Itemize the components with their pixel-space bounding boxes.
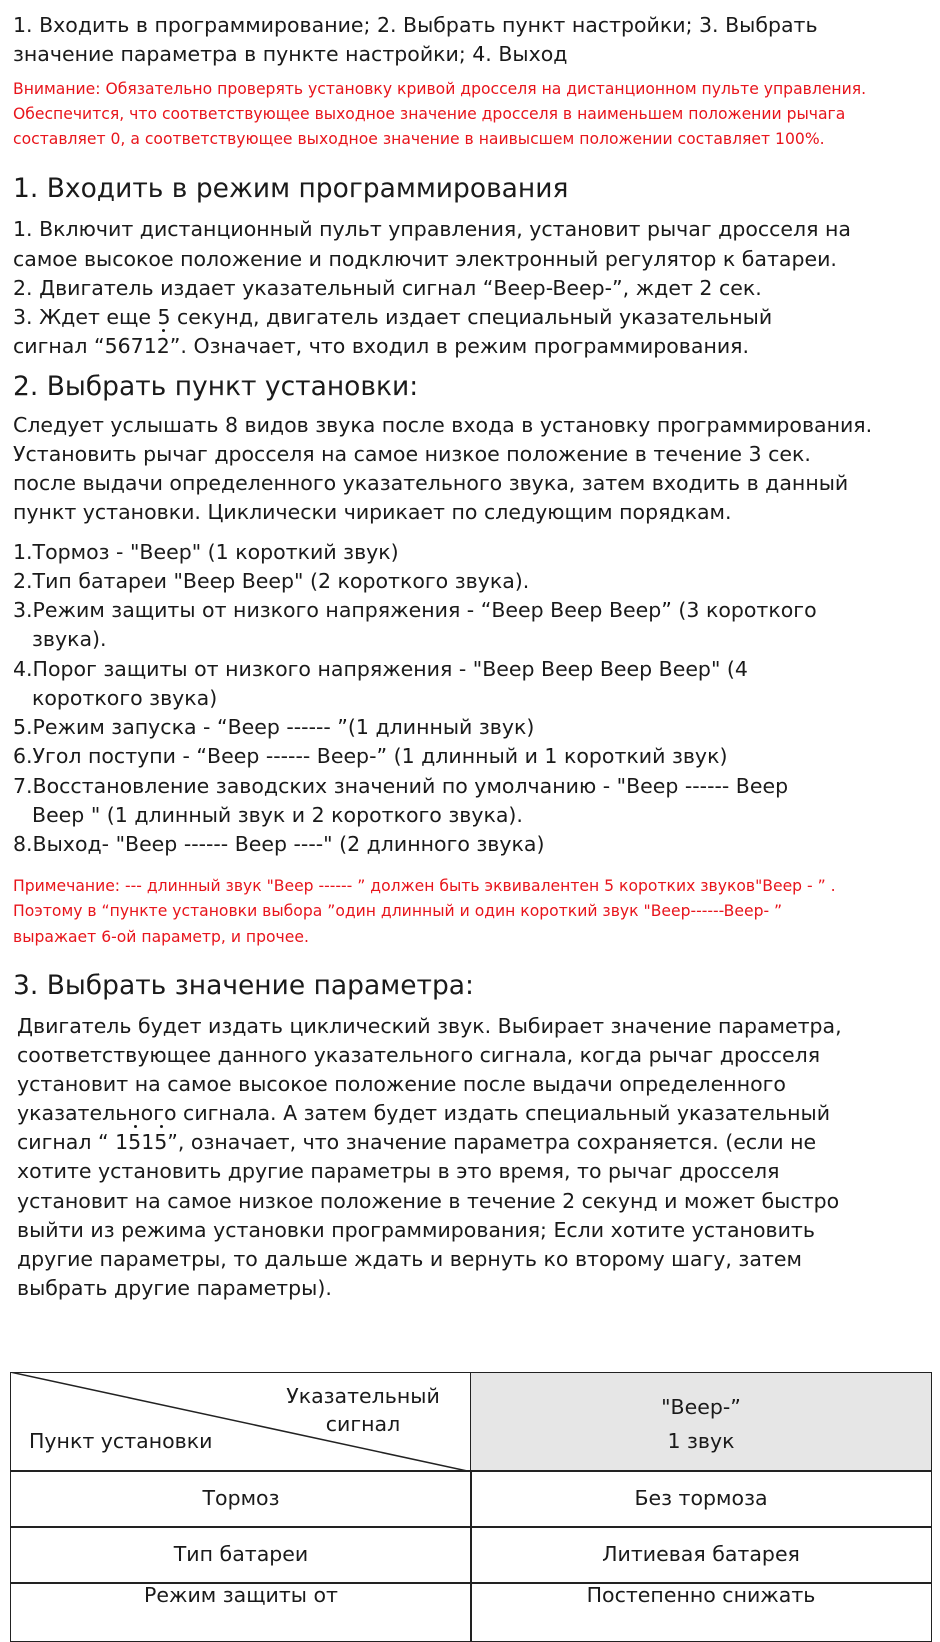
list-item: 8.Выход- "Beep ------ Beep ----" (2 длинного звука) <box>13 832 545 856</box>
corner-item-label: Пункт установки <box>29 1429 213 1453</box>
section-3-title: 3. Выбрать значение параметра: <box>13 970 474 1001</box>
section-1-line-1: 1. Включит дистанционный пульт управления, установит рычаг дросселя на <box>13 217 851 241</box>
section-3-line-8: выйти из режима установки программирования; Если хотите установить <box>17 1218 815 1242</box>
warning-line-3: составляет 0, а соответствующее выходное значение в наивысшем положении составляет 100%. <box>13 130 825 148</box>
warning-line-1: Внимание: Обязательно проверять установку кривой дросселя на дистанционном пульте управления. <box>13 80 867 98</box>
table-corner-cell <box>10 1372 472 1472</box>
section-3-line-3: установит на самое высокое положение после выдачи определенного <box>17 1072 786 1096</box>
column-header-signal: "Beep-” <box>661 1395 741 1419</box>
note-line-1: Примечание: --- длинный звук "Beep ------ ” должен быть эквивалентен 5 коротких звуков"Beep - ” . <box>13 877 836 895</box>
section-3-line-2: соответствующее данного указательного сигнала, когда рычаг дросселя <box>17 1043 821 1067</box>
list-item-continuation: звука). <box>32 627 107 651</box>
note-line-3: выражает 6-ой параметр, и прочее. <box>13 928 309 946</box>
table-row-value-cell: Без тормоза <box>470 1470 932 1528</box>
signal-dotted-digit: 5 <box>128 1127 141 1157</box>
list-item: 5.Режим запуска - “Beep ------ ”(1 длинный звук) <box>13 715 535 739</box>
section-2-line-1: Следует услышать 8 видов звука после входа в установку программирования. <box>13 413 873 437</box>
section-2-line-4: пункт установки. Циклически чирикает по следующим порядкам. <box>13 500 732 524</box>
list-item-continuation: Beep " (1 длинный звук и 2 короткого звука). <box>32 803 523 827</box>
section-3-line-1: Двигатель будет издать циклический звук. Выбирает значение параметра, <box>17 1014 842 1038</box>
table-row-item-cell: Режим защиты от <box>10 1582 472 1642</box>
table-row-value-cell: Литиевая батарея <box>470 1526 932 1584</box>
section-1-line-2: самое высокое положение и подключит электронный регулятор к батареи. <box>13 247 837 271</box>
section-1-signal-line: сигнал “56712”. Означает, что входил в режим программирования. <box>13 331 749 361</box>
note-line-2: Поэтому в “пункте установки выбора ”один длинный и один короткий звук "Beep------Beep- ” <box>13 902 783 920</box>
section-1-line-3: 2. Двигатель издает указательный сигнал “Beep-Beep-”, ждет 2 сек. <box>13 276 762 300</box>
section-2-title: 2. Выбрать пункт установки: <box>13 371 419 402</box>
section-3-line-4: указательного сигнала. А затем будет издать специальный указательный <box>17 1101 831 1125</box>
section-2-line-2: Установить рычаг дросселя на самое низкое положение в течение 3 сек. <box>13 442 811 466</box>
table-row-item-cell: Тип батареи <box>10 1526 472 1584</box>
section-3-line-7: установит на самое низкое положение в течение 2 секунд и может быстро <box>17 1189 840 1213</box>
section-3-line-10: выбрать другие параметры). <box>17 1276 332 1300</box>
steps-overview-line-1: 1. Входить в программирование; 2. Выбрать пункт настройки; 3. Выбрать <box>13 13 818 37</box>
section-1-title: 1. Входить в режим программирования <box>13 173 569 204</box>
list-item: 3.Режим защиты от низкого напряжения - “Beep Beep Beep” (3 короткого <box>13 598 817 622</box>
signal-dotted-digit: 5 <box>154 1127 167 1157</box>
section-2-line-3: после выдачи определенного указательного звука, затем входить в данный <box>13 471 849 495</box>
list-item: 6.Угол поступи - “Beep ------ Beep-” (1 длинный и 1 короткий звук) <box>13 744 728 768</box>
section-3-line-9: другие параметры, то дальше ждать и вернуть ко второму шагу, затем <box>17 1247 802 1271</box>
list-item: 4.Порог защиты от низкого напряжения - "Beep Beep Beep Beep" (4 <box>13 657 748 681</box>
table-row-item-cell: Тормоз <box>10 1470 472 1528</box>
column-header-count: 1 звук <box>667 1429 735 1453</box>
steps-overview-line-2: значение параметра в пункте настройки; 4. Выход <box>13 42 568 66</box>
corner-signal-label: Указательный сигнал <box>286 1384 440 1436</box>
list-item: 1.Тормоз - "Beep" (1 короткий звук) <box>13 540 399 564</box>
list-item: 2.Тип батареи "Beep Beep" (2 короткого звука). <box>13 569 530 593</box>
table-row-value-cell: Постепенно снижать <box>470 1582 932 1642</box>
section-1-line-4: 3. Ждет еще 5 секунд, двигатель издает специальный указательный <box>13 305 773 329</box>
list-item-continuation: короткого звука) <box>32 686 218 710</box>
parameter-table <box>10 1372 932 1612</box>
signal-dotted-digit: 2 <box>157 331 170 361</box>
list-item: 7.Восстановление заводских значений по умолчанию - "Beep ------ Beep <box>13 774 789 798</box>
section-3-line-6: хотите установить другие параметры в это время, то рычаг дросселя <box>17 1159 780 1183</box>
warning-line-2: Обеспечится, что соответствующее выходное значение дросселя в наименьшем положении рычага <box>13 105 846 123</box>
section-3-signal-line: сигнал “ 1515”, означает, что значение параметра сохраняется. (если не <box>17 1127 816 1157</box>
column-header-cell <box>470 1372 932 1472</box>
